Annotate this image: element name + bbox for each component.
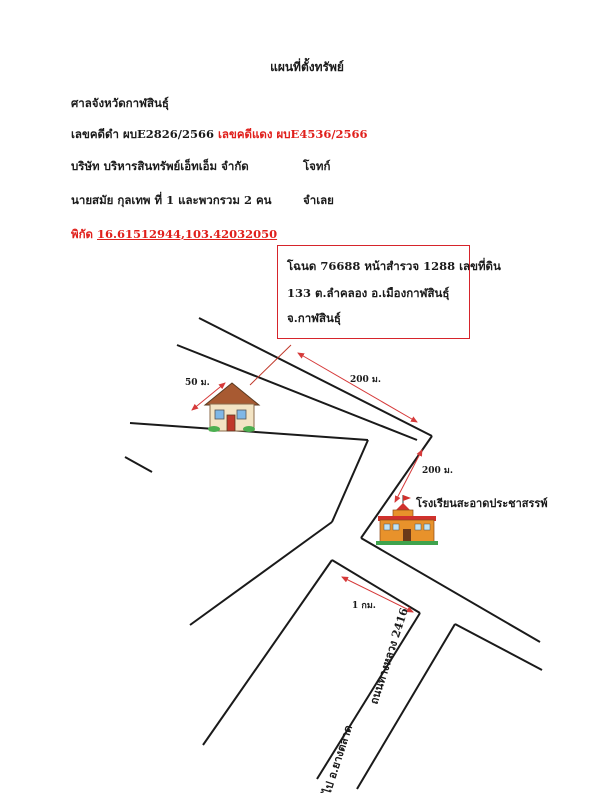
school-label: โรงเรียนสะอาดประชาสรรพ์: [416, 497, 548, 510]
measure-arrow-road-right: [395, 450, 422, 502]
case-red-value: ผบE4536/2566: [276, 127, 368, 141]
defendant-role: จำเลย: [303, 193, 334, 207]
highway-label: ถนนทางหลวง 2416: [367, 606, 411, 706]
road-branch-top: [332, 560, 420, 613]
road-junction-left: [332, 440, 368, 522]
measure-arrow-road-upper: [298, 353, 417, 422]
case-black-value: ผบE2826/2566: [122, 127, 214, 141]
road-main-left-edge: [190, 522, 332, 625]
road-main-right-edge: [361, 538, 540, 642]
deed-line-2: 133 ต.ลำคลอง อ.เมืองกาฬสินธุ์: [287, 286, 450, 300]
deed-info-box: [277, 245, 501, 339]
plaintiff-role: โจทก์: [303, 159, 331, 173]
road-highway-right: [357, 624, 455, 789]
house-icon: [205, 383, 259, 432]
deed-line-3: จ.กาฬสินธุ์: [287, 311, 341, 325]
direction-label: ไป อ.ยางตลาด: [320, 723, 356, 796]
road-network: [125, 318, 542, 789]
case-red-label: เลขคดีแดง: [218, 127, 273, 141]
coordinates-label: พิกัด: [71, 227, 94, 241]
road-left-lower-edge: [125, 457, 152, 472]
plaintiff-name: บริษัท บริหารสินทรัพย์เอ็ทเอ็ม จำกัด: [71, 159, 249, 173]
coordinates-link[interactable]: 16.61512944,103.42032050: [97, 227, 278, 241]
road-branch-bottom-left: [203, 560, 332, 745]
road-highway-right-top: [455, 624, 542, 670]
distance-road-upper-label: 200 ม.: [350, 375, 381, 385]
case-black-label: เลขคดีดำ: [71, 127, 119, 141]
court-name: ศาลจังหวัดกาฬสินธุ์: [71, 96, 169, 110]
deed-line-1: โฉนด 76688 หน้าสำรวจ 1288 เลขที่ดิน: [287, 259, 501, 273]
deed-pointer-line: [250, 345, 291, 385]
page-title: แผนที่ตั้งทรัพย์: [270, 60, 344, 74]
distance-road-right-label: 200 ม.: [422, 466, 453, 476]
distance-house-label: 50 ม.: [185, 378, 210, 388]
distance-lower-label: 1 กม.: [352, 601, 376, 611]
defendant-name: นายสมัย กุลเทพ ที่ 1 และพวกรวม 2 คน: [71, 193, 272, 207]
